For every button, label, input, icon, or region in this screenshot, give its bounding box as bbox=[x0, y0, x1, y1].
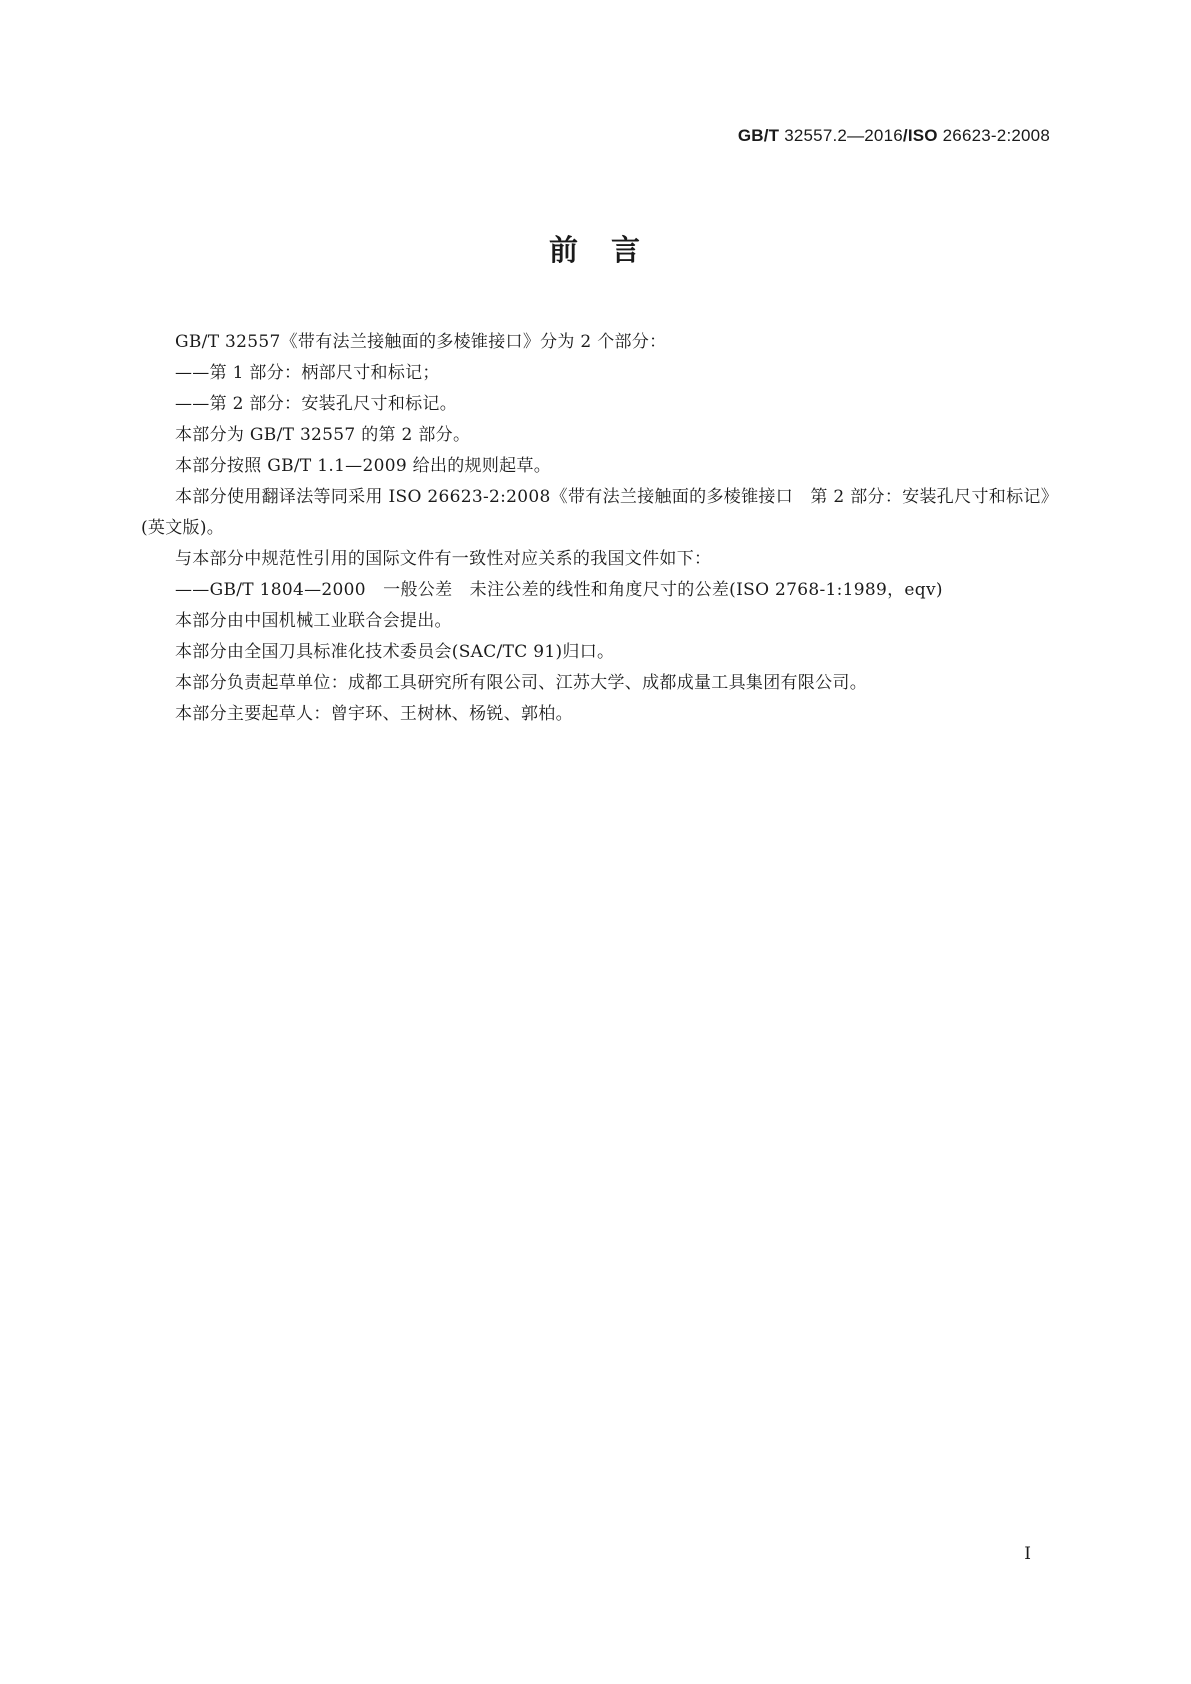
standard-number-header bbox=[738, 126, 1050, 146]
gb-code: GB/T bbox=[737, 126, 780, 145]
paragraph-parts-intro: GB/T 32557《带有法兰接触面的多棱锥接口》分为 2 个部分： bbox=[175, 332, 667, 352]
paragraph-drafting-rules: 本部分按照 GB/T 1.1—2009 给出的规则起草。 bbox=[175, 456, 552, 476]
paragraph-adoption: 本部分使用翻译法等同采用 ISO 26623-2:2008《带有法兰接触面的多棱锥接口 第 2 部分：安装孔尺寸和标记》(英文版)。 bbox=[141, 487, 1058, 538]
iso-number: 26623-2:2008 bbox=[942, 126, 1050, 145]
page-title: 前 言 bbox=[548, 233, 642, 267]
page-number: I bbox=[1024, 1544, 1031, 1564]
paragraph-drafters: 本部分主要起草人：曾宇环、王树林、杨锐、郭柏。 bbox=[175, 704, 573, 724]
preface-body bbox=[141, 327, 1058, 730]
paragraph-centralized-by: 本部分由全国刀具标准化技术委员会(SAC/TC 91)归口。 bbox=[175, 642, 615, 662]
paragraph-correspondence-intro: 与本部分中规范性引用的国际文件有一致性对应关系的我国文件如下： bbox=[175, 549, 712, 569]
list-item-part-1: ——第 1 部分：柄部尺寸和标记； bbox=[175, 363, 440, 383]
paragraph-drafting-units: 本部分负责起草单位：成都工具研究所有限公司、江苏大学、成都成量工具集团有限公司。 bbox=[175, 673, 867, 693]
header-separator: / bbox=[902, 126, 908, 145]
list-item-gb-1804: ——GB/T 1804—2000 一般公差 未注公差的线性和角度尺寸的公差(ISO 2768-1:1989，eqv) bbox=[175, 580, 943, 600]
gb-number: 32557.2—2016 bbox=[784, 126, 903, 145]
paragraph-proposed-by: 本部分由中国机械工业联合会提出。 bbox=[175, 611, 452, 631]
paragraph-this-part: 本部分为 GB/T 32557 的第 2 部分。 bbox=[175, 425, 471, 445]
iso-code: ISO bbox=[907, 126, 938, 145]
list-item-part-2: ——第 2 部分：安装孔尺寸和标记。 bbox=[175, 394, 458, 414]
